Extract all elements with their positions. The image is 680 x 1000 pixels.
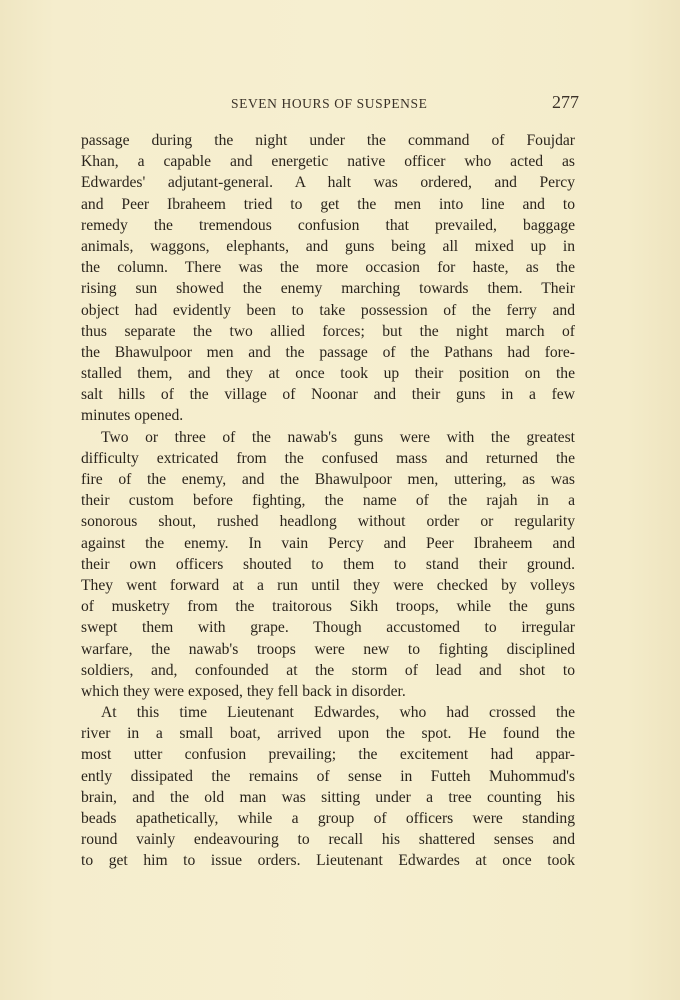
text-line: passage during the night under the command of Foujdar (81, 132, 575, 149)
text-line: their own officers shouted to them to stand their ground. (81, 555, 575, 573)
text-line: beads apathetically, while a group of officers were standing (81, 810, 575, 827)
paragraph-end-line: which they were exposed, they fell back in disorder. (81, 682, 406, 700)
text-line: round vainly endeavouring to recall his shattered senses and (81, 831, 575, 849)
text-line: soldiers, and, confounded at the storm of lead and shot to (81, 661, 575, 679)
text-line: sonorous shout, rushed headlong without order or regularity (81, 513, 575, 531)
page-number: 277 (552, 92, 579, 112)
text-line: to get him to issue orders. Lieutenant Edwardes at once took (81, 852, 575, 870)
text-line: and Peer Ibraheem tried to get the men into line and to (81, 195, 575, 213)
body-text (81, 130, 575, 872)
text-line: animals, waggons, elephants, and guns being all mixed up in (81, 237, 575, 255)
text-line: thus separate the two allied forces; but the night march of (81, 322, 575, 340)
page-header (81, 94, 579, 116)
paragraph-start-line: Two or three of the nawab's guns were with the greatest (101, 428, 575, 446)
text-line: remedy the tremendous confusion that prevailed, baggage (81, 216, 575, 234)
text-line: Edwardes' adjutant-general. A halt was ordered, and Percy (81, 174, 575, 192)
text-line: difficulty extricated from the confused mass and returned the (81, 449, 575, 467)
text-line: warfare, the nawab's troops were new to fighting disciplined (81, 640, 575, 658)
text-line: most utter confusion prevailing; the excitement had appar- (81, 746, 575, 764)
text-line: swept them with grape. Though accustomed to irregular (81, 619, 575, 637)
text-line: river in a small boat, arrived upon the spot. He found the (81, 725, 575, 743)
paragraph-start-line: At this time Lieutenant Edwardes, who had crossed the (101, 704, 575, 722)
paragraph-end-line: minutes opened. (81, 407, 184, 425)
text-line: the column. There was the more occasion for haste, as the (81, 259, 575, 277)
text-line: against the enemy. In vain Percy and Peer Ibraheem and (81, 534, 575, 552)
text-line: stalled them, and they at once took up their position on the (81, 365, 575, 383)
text-line: of musketry from the traitorous Sikh troops, while the guns (81, 598, 575, 616)
text-line: the Bhawulpoor men and the passage of the Pathans had fore- (81, 343, 575, 361)
text-line: brain, and the old man was sitting under a tree counting his (81, 788, 575, 806)
text-line: their custom before fighting, the name of the rajah in a (81, 492, 575, 510)
text-line: fire of the enemy, and the Bhawulpoor men, uttering, as was (81, 471, 575, 488)
running-head: SEVEN HOURS OF SUSPENSE (231, 96, 428, 111)
text-line: ently dissipated the remains of sense in Futteh Muhommud's (81, 767, 575, 785)
text-line: They went forward at a run until they were checked by volleys (81, 576, 575, 594)
text-line: rising sun showed the enemy marching towards them. Their (81, 280, 575, 298)
text-line: object had evidently been to take possession of the ferry and (81, 301, 575, 319)
text-line: Khan, a capable and energetic native officer who acted as (81, 153, 575, 171)
text-line: salt hills of the village of Noonar and their guns in a few (81, 386, 575, 404)
